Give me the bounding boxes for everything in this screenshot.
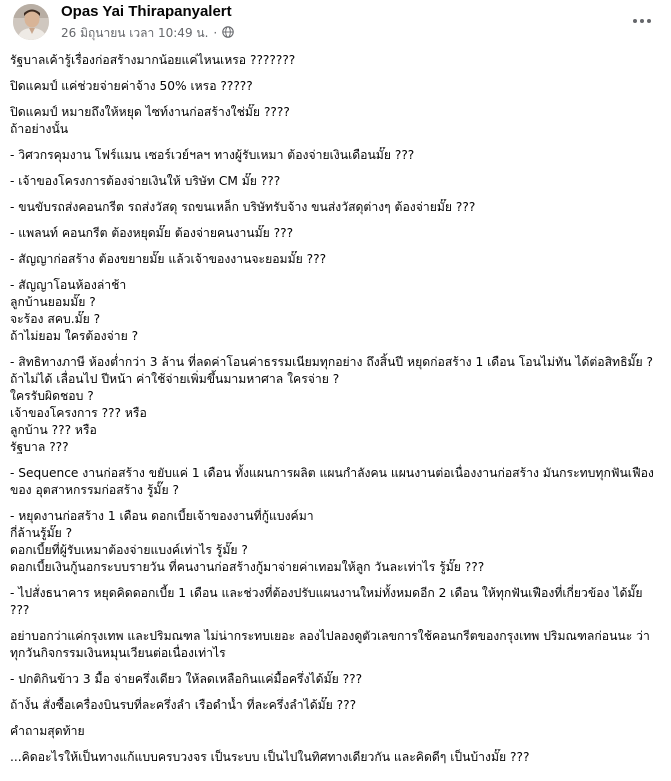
- post-text-line: เจ้าของโครงการ ??? หรือ: [10, 406, 147, 420]
- post-paragraph: [10, 225, 662, 242]
- post-paragraph: [10, 465, 662, 499]
- post-paragraph: [10, 52, 662, 69]
- post-paragraph: [10, 104, 662, 138]
- post-paragraph: [10, 199, 662, 216]
- post-text-line: - Sequence งานก่อสร้าง ขยับแค่ 1 เดือน ทั้งแผนการผลิต แผนกำลังคน แผนงานต่อเนื่องงานก่อสร้าง มันกระทบทุกฟันเฟืองของ อุตสาหกรรมก่อสร้าง รู้มั๊ย ?: [10, 466, 654, 497]
- post-text-line: - ขนขับรถส่งคอนกรีต รถส่งวัสดุ รถขนเหล็ก บริษัทรับจ้าง ขนส่งวัสดุต่างๆ ต้องจ่ายมั๊ย ???: [10, 200, 476, 214]
- post-text-line: - สัญญาโอนห้องล่าช้า: [10, 278, 127, 292]
- author-name[interactable]: Opas Yai Thirapanyalert: [61, 3, 232, 20]
- post-paragraph: [10, 585, 662, 619]
- post-paragraph: [10, 723, 662, 740]
- post-text-line: - แพลนท์ คอนกรีต ต้องหยุดมั๊ย ต้องจ่ายคนงานมั๊ย ???: [10, 226, 294, 240]
- post-timestamp[interactable]: 26 มิถุนายน เวลา 10:49 น.: [61, 25, 209, 40]
- post-paragraph: [10, 147, 662, 164]
- post-text-line: - หยุดงานก่อสร้าง 1 เดือน ดอกเบี้ยเจ้าของงานที่กู้แบงค์มา: [10, 509, 314, 523]
- post-paragraph: [10, 697, 662, 714]
- post-text-line: - ไปสั่งธนาคาร หยุดคิดดอกเบี้ย 1 เดือน และช่วงที่ต้องปรับแผนงานใหม่ทั้งหมดอีก 2 เดือน ให้ทุกฟันเฟืองที่เกี่ยวข้อง ได้มั๊ย ???: [10, 586, 643, 617]
- post-paragraph: [10, 173, 662, 190]
- post-paragraph: [10, 671, 662, 688]
- post-text-line: รัฐบาล ???: [10, 440, 69, 454]
- post-text-line: คำถามสุดท้าย: [10, 724, 85, 738]
- post-text-line: - วิศวกรคุมงาน โฟร์แมน เซอร์เวย์ฯลฯ ทางผู้รับเหมา ต้องจ่ายเงินเดือนมั๊ย ???: [10, 148, 415, 162]
- post-text-line: อย่าบอกว่าแค่กรุงเทพ และปริมณฑล ไม่น่ากระทบเยอะ ลองไปลองดูตัวเลขการใช้คอนกรีตของกรุงเทพ ปริมณฑลก่อนนะ ว่าทุกวันกิจกรรมเงินหมุนเวียนต่อเนื่องเท่าไร: [10, 629, 650, 660]
- post-paragraph: [10, 628, 662, 662]
- avatar[interactable]: [13, 4, 49, 40]
- post-paragraph: [10, 354, 662, 456]
- post-text-line: - สัญญาก่อสร้าง ต้องขยายมั๊ย แล้วเจ้าของงานจะยอมมั๊ย ???: [10, 252, 327, 266]
- post-text-line: ดอกเบี้ยเงินกู้นอกระบบรายวัน ที่คนงานก่อสร้างกู้มาจ่ายค่าเทอมให้ลูก วันละเท่าไร รู้มั๊ย ???: [10, 560, 485, 574]
- avatar-photo-icon: [13, 4, 49, 40]
- post-text-line: ถ้าอย่างนั้น: [10, 122, 69, 136]
- post-text-line: ปิดแคมป์ แค่ช่วยจ่ายค่าจ้าง 50% เหรอ ?????: [10, 79, 253, 93]
- post-text-line: ดอกเบี้ยที่ผู้รับเหมาต้องจ่ายแบงค์เท่าไร รู้มั๊ย ?: [10, 543, 248, 557]
- post-text-line: ถ้าไม่ได้ เลื่อนไป ปีหน้า ค่าใช้จ่ายเพิ่มขึ้นมามหาศาล ใครจ่าย ?: [10, 372, 340, 386]
- post-header: [0, 0, 671, 48]
- globe-icon[interactable]: [222, 26, 234, 41]
- post-text-line: กี่ล้านรู้มั๊ย ?: [10, 526, 73, 540]
- post-text-line: จะร้อง สคบ.มั๊ย ?: [10, 312, 101, 326]
- post-meta: [61, 24, 234, 42]
- post-text-line: ลูกบ้าน ??? หรือ: [10, 423, 97, 437]
- post-body: [10, 52, 662, 775]
- post-text-line: - เจ้าของโครงการต้องจ่ายเงินให้ บริษัท CM มั๊ย ???: [10, 174, 281, 188]
- post-text-line: ...คิดอะไรให้เป็นทางแก้แบบครบวงจร เป็นระบบ เป็นไปในทิศทางเดียวกัน และคิดดีๆ เป็นบ้างมั๊ย ???: [10, 750, 530, 764]
- post-text-line: ถ้าไม่ยอม ใครต้องจ่าย ?: [10, 329, 139, 343]
- post-text-line: - สิทธิทางภาษี ห้องต่ำกว่า 3 ล้าน ที่ลดค่าโอนค่าธรรมเนียมทุกอย่าง ถึงสิ้นปี หยุดก่อสร้าง 1 เดือน โอนไม่ทัน ได้ต่อสิทธิมั๊ย ?: [10, 355, 654, 369]
- post-paragraph: [10, 78, 662, 95]
- more-options-icon[interactable]: [628, 7, 656, 35]
- post-paragraph: [10, 277, 662, 345]
- post-text-line: ลูกบ้านยอมมั๊ย ?: [10, 295, 96, 309]
- post-paragraph: [10, 749, 662, 766]
- post-paragraph: [10, 508, 662, 576]
- post-text-line: ใครรับผิดชอบ ?: [10, 389, 94, 403]
- post-text-line: รัฐบาลเค้ารู้เรื่องก่อสร้างมากน้อยแค่ไหนเหรอ ???????: [10, 53, 296, 67]
- post-text-line: - ปกติกินข้าว 3 มื้อ จ่ายครึ่งเดียว ให้ลดเหลือกินแค่มื้อครึ่งได้มั๊ย ???: [10, 672, 363, 686]
- post-paragraph: [10, 251, 662, 268]
- meta-separator: ·: [213, 26, 218, 40]
- post-text-line: ปิดแคมป์ หมายถึงให้หยุด ไซท์งานก่อสร้างใช่มั๊ย ????: [10, 105, 290, 119]
- post-text-line: ถ้างั้น สั่งซื้อเครื่องบินรบที่ละครึ่งลำ เรือดำน้ำ ที่ละครึ่งลำได้มั๊ย ???: [10, 698, 357, 712]
